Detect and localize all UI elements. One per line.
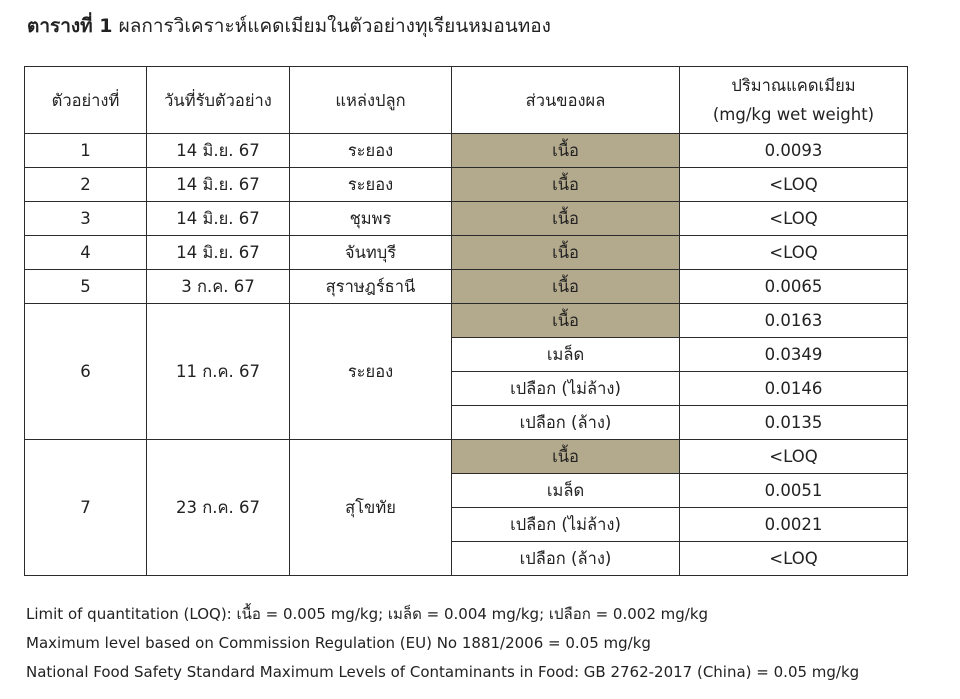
sample-id-cell: 6 [25, 304, 147, 440]
date-cell: 14 มิ.ย. 67 [147, 236, 290, 270]
part-cell: เนื้อ [452, 202, 680, 236]
part-cell: เปลือก (ไม่ล้าง) [452, 508, 680, 542]
source-cell: ชุมพร [290, 202, 452, 236]
source-cell: ระยอง [290, 168, 452, 202]
table-row [25, 202, 908, 236]
header-date: วันที่รับตัวอย่าง [147, 67, 290, 134]
part-cell: เนื้อ [452, 304, 680, 338]
table-row [25, 440, 908, 474]
part-cell: เปลือก (ล้าง) [452, 406, 680, 440]
header-source: แหล่งปลูก [290, 67, 452, 134]
date-cell: 14 มิ.ย. 67 [147, 134, 290, 168]
amount-cell: <LOQ [680, 542, 908, 576]
date-cell: 14 มิ.ย. 67 [147, 168, 290, 202]
part-cell: เนื้อ [452, 440, 680, 474]
date-cell: 14 มิ.ย. 67 [147, 202, 290, 236]
part-cell: เมล็ด [452, 474, 680, 508]
table-row [25, 236, 908, 270]
header-amount-line1: ปริมาณแคดเมียม [731, 76, 856, 95]
date-cell: 11 ก.ค. 67 [147, 304, 290, 440]
part-cell: เนื้อ [452, 236, 680, 270]
footnotes [26, 600, 859, 687]
amount-cell: 0.0146 [680, 372, 908, 406]
source-cell: ระยอง [290, 134, 452, 168]
note-eu: Maximum level based on Commission Regulation (EU) No 1881/2006 = 0.05 mg/kg [26, 634, 651, 652]
header-amount-line2: (mg/kg wet weight) [712, 105, 875, 124]
amount-cell: <LOQ [680, 440, 908, 474]
date-cell: 23 ก.ค. 67 [147, 440, 290, 576]
source-cell: สุราษฎร์ธานี [290, 270, 452, 304]
amount-cell: 0.0065 [680, 270, 908, 304]
sample-id-cell: 4 [25, 236, 147, 270]
header-amount [680, 67, 908, 134]
header-sample: ตัวอย่างที่ [25, 67, 147, 134]
sample-id-cell: 3 [25, 202, 147, 236]
part-cell: เปลือก (ไม่ล้าง) [452, 372, 680, 406]
amount-cell: <LOQ [680, 236, 908, 270]
amount-cell: 0.0093 [680, 134, 908, 168]
table-row [25, 168, 908, 202]
amount-cell: 0.0051 [680, 474, 908, 508]
table-row [25, 270, 908, 304]
amount-cell: 0.0135 [680, 406, 908, 440]
sample-id-cell: 2 [25, 168, 147, 202]
amount-cell: 0.0163 [680, 304, 908, 338]
note-china: National Food Safety Standard Maximum Levels of Contaminants in Food: GB 2762-2017 (China) = 0.05 mg/kg [26, 663, 860, 681]
table-body [25, 134, 908, 576]
sample-id-cell: 5 [25, 270, 147, 304]
source-cell: สุโขทัย [290, 440, 452, 576]
sample-id-cell: 7 [25, 440, 147, 576]
table-caption: ผลการวิเคราะห์แคดเมียมในตัวอย่างทุเรียนหมอนทอง [118, 15, 551, 37]
part-cell: เนื้อ [452, 270, 680, 304]
header-part: ส่วนของผล [452, 67, 680, 134]
table-row [25, 134, 908, 168]
part-cell: เปลือก (ล้าง) [452, 542, 680, 576]
amount-cell: <LOQ [680, 168, 908, 202]
results-table [24, 66, 908, 576]
amount-cell: 0.0021 [680, 508, 908, 542]
amount-cell: 0.0349 [680, 338, 908, 372]
source-cell: จันทบุรี [290, 236, 452, 270]
date-cell: 3 ก.ค. 67 [147, 270, 290, 304]
part-cell: เนื้อ [452, 134, 680, 168]
table-row [25, 304, 908, 338]
table-number: ตารางที่ 1 [27, 15, 113, 37]
source-cell: ระยอง [290, 304, 452, 440]
sample-id-cell: 1 [25, 134, 147, 168]
table-header-row [25, 67, 908, 134]
page-title [27, 10, 551, 42]
amount-cell: <LOQ [680, 202, 908, 236]
part-cell: เมล็ด [452, 338, 680, 372]
note-loq: Limit of quantitation (LOQ): เนื้อ = 0.005 mg/kg; เมล็ด = 0.004 mg/kg; เปลือก = 0.002 mg/kg [26, 605, 709, 623]
part-cell: เนื้อ [452, 168, 680, 202]
